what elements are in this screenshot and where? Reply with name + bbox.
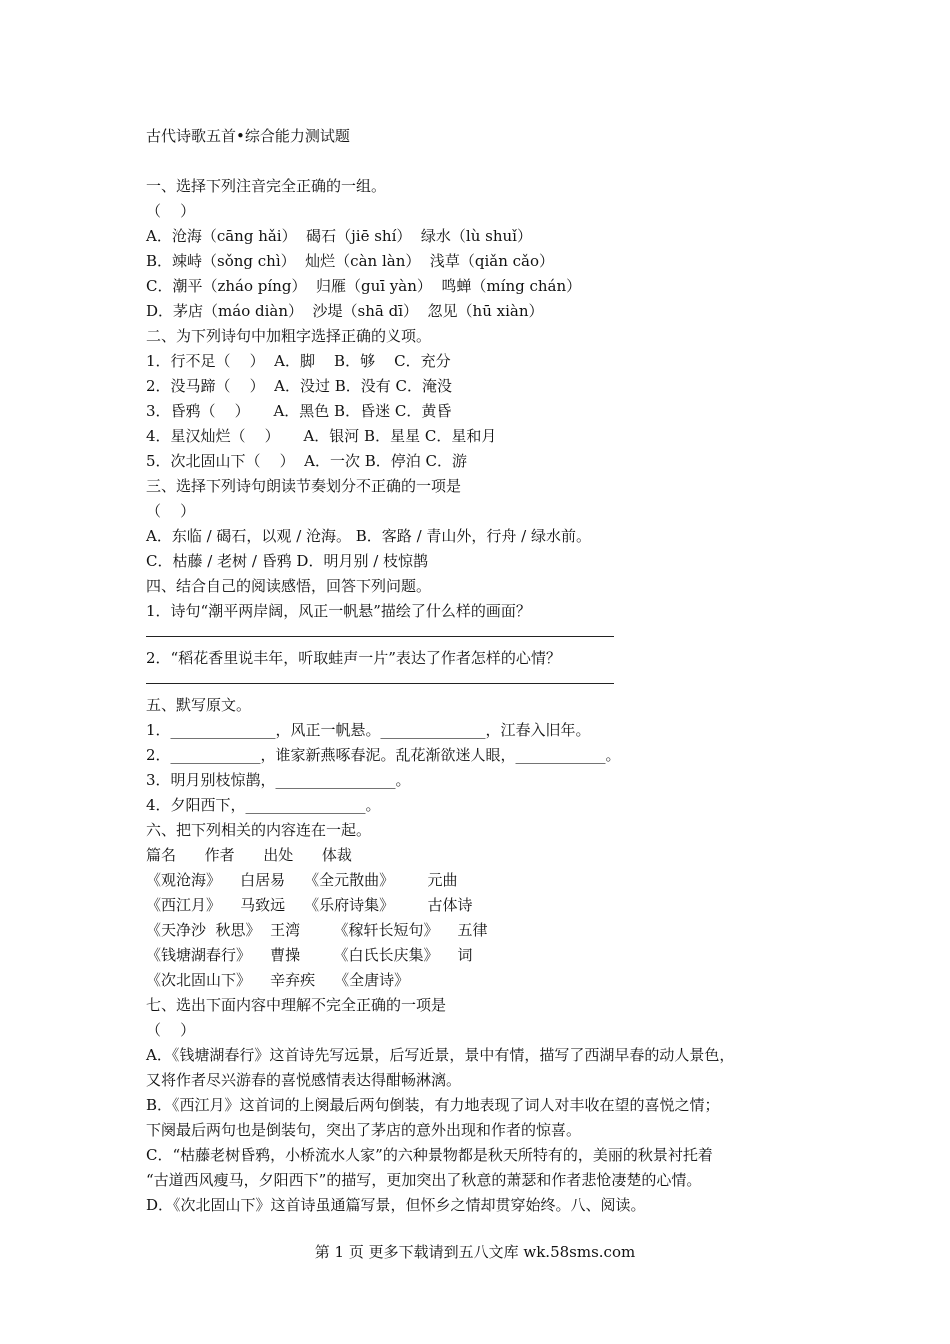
q7-heading: 七、选出下面内容中理解不完全正确的一项是 — [146, 996, 447, 1014]
q2-heading: 二、为下列诗句中加粗字选择正确的义项。 — [146, 327, 432, 345]
matching-row: 《次北固山下》 辛弃疾 《全唐诗》 — [146, 971, 410, 989]
answer-underline — [146, 624, 826, 646]
option-line: 下阕最后两句也是倒装句，突出了茅店的意外出现和作者的惊喜。 — [146, 1121, 582, 1139]
answer-bracket: （ ） — [146, 202, 196, 220]
option-line: C．“枯藤老树昏鸦，小桥流水人家”的六种景物都是秋天所特有的，美丽的秋景衬托着 — [146, 1146, 713, 1164]
option-line: 4．星汉灿烂（ ） A．银河 B．星星 C．星和月 — [146, 427, 497, 445]
q4-heading: 四、结合自己的阅读感悟，回答下列问题。 — [146, 577, 432, 595]
fill-blank-line: 3．明月别枝惊鹊，________________。 — [146, 771, 411, 789]
option-line: “古道西风瘦马，夕阳西下”的描写，更加突出了秋意的萧瑟和作者悲怆凄楚的心情。 — [146, 1171, 702, 1189]
matching-row: 《观沧海》 白居易 《全元散曲》 元曲 — [146, 871, 458, 889]
option-line: 5．次北固山下（ ） A．一次 B．停泊 C．游 — [146, 452, 468, 470]
matching-header: 篇名 作者 出处 体裁 — [146, 846, 352, 864]
question-line: 2．“稻花香里说丰年，听取蛙声一片”表达了作者怎样的心情？ — [146, 649, 561, 667]
q5-heading: 五、默写原文。 — [146, 696, 252, 714]
matching-row: 《西江月》 马致远 《乐府诗集》 古体诗 — [146, 896, 473, 914]
fill-blank-line: 4．夕阳西下，________________。 — [146, 796, 381, 814]
option-line: D．茅店（máo diàn） 沙堤（shā dī） 忽见（hū xiàn） — [146, 302, 544, 320]
option-line: 1．行不足（ ） A．脚 B．够 C．充分 — [146, 352, 451, 370]
q6-heading: 六、把下列相关的内容连在一起。 — [146, 821, 372, 839]
option-line: D．《次北固山下》这首诗虽通篇写景，但怀乡之情却贯穿始终。八、阅读。 — [146, 1196, 646, 1214]
document-body — [146, 124, 826, 1218]
option-line: 又将作者尽兴游春的喜悦感情表达得酣畅淋漓。 — [146, 1071, 462, 1089]
option-line: A．《钱塘湖春行》这首诗先写远景，后写近景，景中有情，描写了西湖早春的动人景色， — [146, 1046, 735, 1064]
option-line: B．竦峙（sǒng chì） 灿烂（càn làn） 浅草（qiǎn cǎo） — [146, 252, 555, 270]
answer-underline — [146, 671, 826, 693]
option-line: 3．昏鸦（ ） A．黑色 B．昏迷 C．黄昏 — [146, 402, 452, 420]
matching-row: 《天净沙 秋思》 王湾 《稼轩长短句》 五律 — [146, 921, 488, 939]
answer-bracket: （ ） — [146, 1021, 196, 1039]
option-line: C．潮平（zháo píng） 归雁（guī yàn） 鸣蝉（míng chán） — [146, 277, 582, 295]
page-footer: 第 1 页 更多下载请到五八文库 wk.58sms.com — [314, 1243, 636, 1261]
option-line: 2．没马蹄（ ） A．没过 B．没有 C．淹没 — [146, 377, 453, 395]
fill-blank-line: 1．______________，风正一帆悬。______________，江春入旧年。 — [146, 721, 591, 739]
answer-bracket: （ ） — [146, 502, 196, 520]
page-title: 古代诗歌五首•综合能力测试题 — [146, 127, 350, 145]
q3-heading: 三、选择下列诗句朗读节奏划分不正确的一项是 — [146, 477, 462, 495]
option-line: C．枯藤 / 老树 / 昏鸦 D．明月别 / 枝惊鹊 — [146, 552, 429, 570]
question-line: 1．诗句“潮平两岸阔，风正一帆悬”描绘了什么样的画面？ — [146, 602, 531, 620]
option-line: A．东临 / 碣石，以观 / 沧海。 B．客路 / 青山外，行舟 / 绿水前。 — [146, 527, 591, 545]
matching-row: 《钱塘湖春行》 曹操 《白氏长庆集》 词 — [146, 946, 473, 964]
q1-heading: 一、选择下列注音完全正确的一组。 — [146, 177, 387, 195]
option-line: B．《西江月》这首词的上阕最后两句倒装，有力地表现了词人对丰收在望的喜悦之情； — [146, 1096, 720, 1114]
fill-blank-line: 2．____________，谁家新燕啄春泥。乱花渐欲迷人眼，____________。 — [146, 746, 621, 764]
option-line: A．沧海（cāng hǎi） 碣石（jiē shí） 绿水（lù shuǐ） — [146, 227, 532, 245]
